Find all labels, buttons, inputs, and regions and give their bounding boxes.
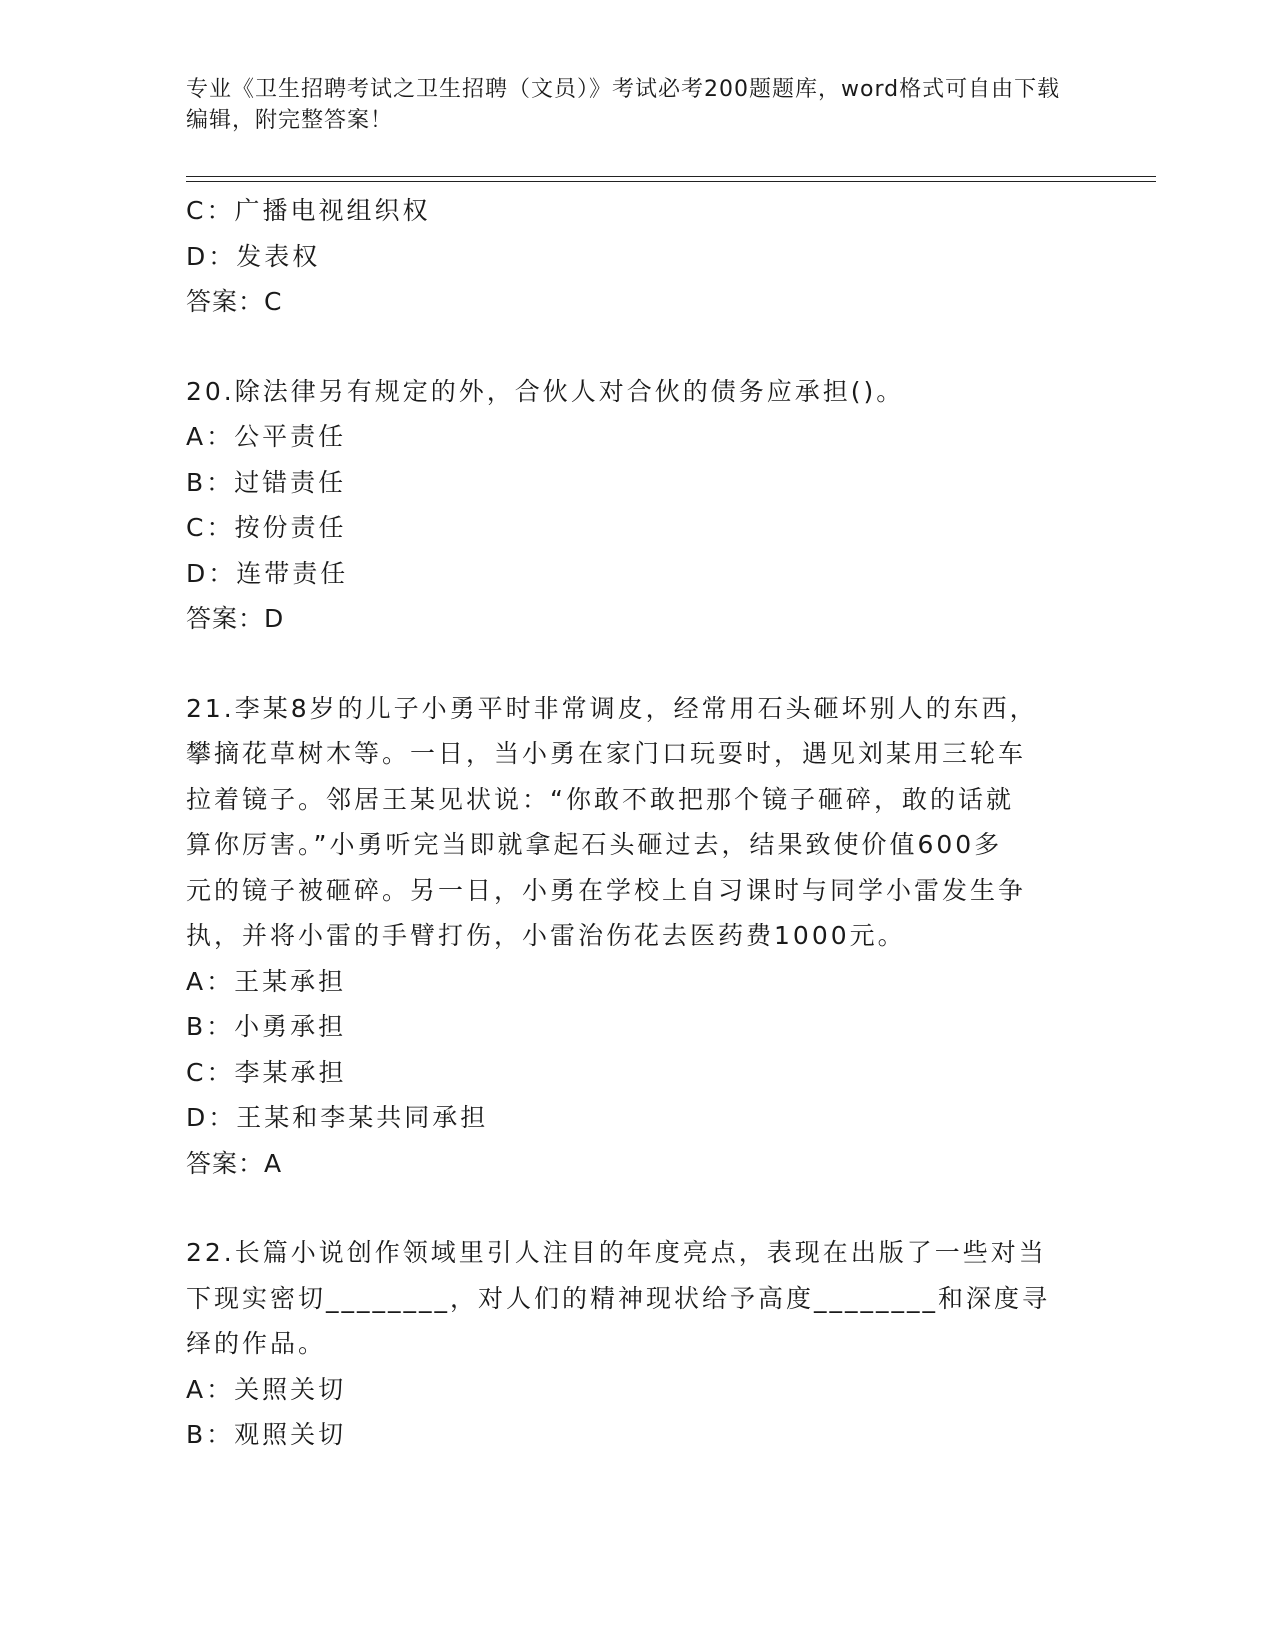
question-text: 20.除法律另有规定的外，合伙人对合伙的债务应承担()。	[186, 376, 905, 406]
question-text-line: 算你厉害。”小勇听完当即就拿起石头砸过去，结果致使价值600多	[186, 830, 1003, 859]
spacer	[186, 325, 1086, 369]
option-a: A：关照关切	[186, 1374, 347, 1404]
header-rule-bottom	[186, 181, 1156, 182]
question-list	[186, 188, 1086, 1458]
option-b: B：小勇承担	[186, 1012, 347, 1041]
answer-line: 答案：D	[186, 604, 285, 633]
question-text-line: 攀摘花草树木等。一日，当小勇在家门口玩耍时，遇见刘某用三轮车	[186, 739, 1027, 768]
option-b: B：观照关切	[186, 1420, 347, 1449]
question-22	[186, 1230, 1086, 1458]
spacer	[186, 1186, 1086, 1230]
spacer	[186, 642, 1086, 686]
question-text-line: 执，并将小雷的手臂打伤，小雷治伤花去医药费1000元。	[186, 921, 906, 950]
option-a: A：王某承担	[186, 966, 347, 996]
option-b: B：过错责任	[186, 467, 347, 497]
question-text-line: 22.长篇小说创作领域里引人注目的年度亮点，表现在出版了一些对当	[186, 1238, 1047, 1267]
option-c: C：按份责任	[186, 513, 347, 542]
question-text-line: 下现实密切________，对人们的精神现状给予高度________和深度寻	[186, 1283, 1051, 1313]
option-a: A：公平责任	[186, 422, 347, 451]
question-21	[186, 686, 1086, 1187]
option-c: C：李某承担	[186, 1057, 347, 1087]
answer-line: 答案：C	[186, 287, 283, 316]
option-d: D：发表权	[186, 241, 321, 271]
question-text-line: 拉着镜子。邻居王某见状说：“你敢不敢把那个镜子砸碎，敢的话就	[186, 784, 1014, 814]
question-20	[186, 369, 1086, 642]
option-d: D：王某和李某共同承担	[186, 1103, 489, 1132]
option-c: C：广播电视组织权	[186, 196, 431, 225]
option-d: D：连带责任	[186, 558, 349, 588]
question-text-line: 21.李某8岁的儿子小勇平时非常调皮，经常用石头砸坏别人的东西，	[186, 693, 1038, 723]
document-header: 专业《卫生招聘考试之卫生招聘（文员）》考试必考200题题库，word格式可自由下载编辑，附完整答案！	[186, 77, 1061, 133]
header-rule-top	[186, 176, 1156, 177]
answer-line: 答案：A	[186, 1148, 283, 1178]
question-19-continued	[186, 188, 1086, 325]
question-text-line: 绎的作品。	[186, 1329, 327, 1358]
question-text-line: 元的镜子被砸碎。另一日，小勇在学校上自习课时与同学小雷发生争	[186, 875, 1027, 905]
